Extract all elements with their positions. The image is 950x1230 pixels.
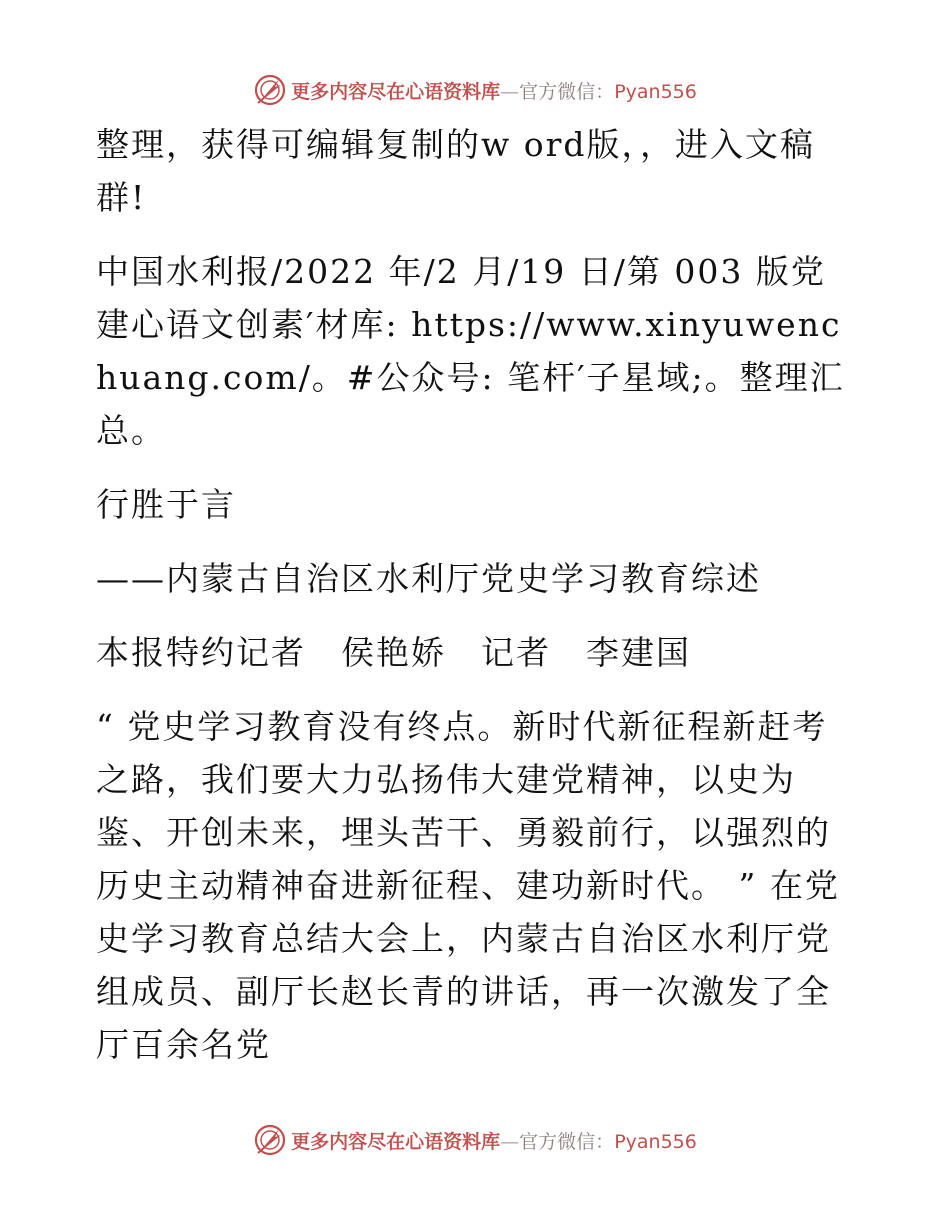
paragraph-intro: 整理，获得可编辑复制的w ord版，，进入文稿群! [96,125,816,217]
banner-dash: — [500,80,520,103]
article-subtitle: ——内蒙古自治区水利厅党史学习教育综述 [96,559,761,598]
banner-text [291,1127,697,1154]
banner-official-label: 官方微信： [519,80,615,103]
banner-wechat-id: Pyan556 [614,80,697,103]
header-banner [0,70,950,110]
paragraph-source: 中国水利报/2022 年/2 月/19 日/第 003 版党建心语文创素′材库: https://www.xinyuwenchuang.com/。#公众号: 笔杆′子星域;。整理汇总。 [96,252,845,450]
quill-logo-icon [253,73,287,107]
banner-dash: — [500,1130,520,1153]
banner-site-name: 更多内容尽在心语资料库 [291,80,501,103]
paragraph-body: “ 党史学习教育没有终点。新时代新征程新赶考之路，我们要大力弘扬伟大建党精神，以史为鉴、开创未来，埋头苦干、勇毅前行，以强烈的历史主动精神奋进新征程、建功新时代。 ” 在党史学习教育总结大会上，内蒙古自治区水利厅党组成员、副厅长赵长青的讲话，再一次激发了全厅百余名党 [96,707,840,1064]
article-byline: 本报特约记者 侯艳娇 记者 李建国 [96,633,691,672]
article-title: 行胜于言 [96,485,236,524]
footer-banner [0,1120,950,1160]
banner-official-label: 官方微信： [519,1130,615,1153]
banner-site-name: 更多内容尽在心语资料库 [291,1130,501,1153]
quill-logo-icon [253,1123,287,1157]
banner-text [291,77,697,104]
document-body [96,118,856,1071]
banner-wechat-id: Pyan556 [614,1130,697,1153]
